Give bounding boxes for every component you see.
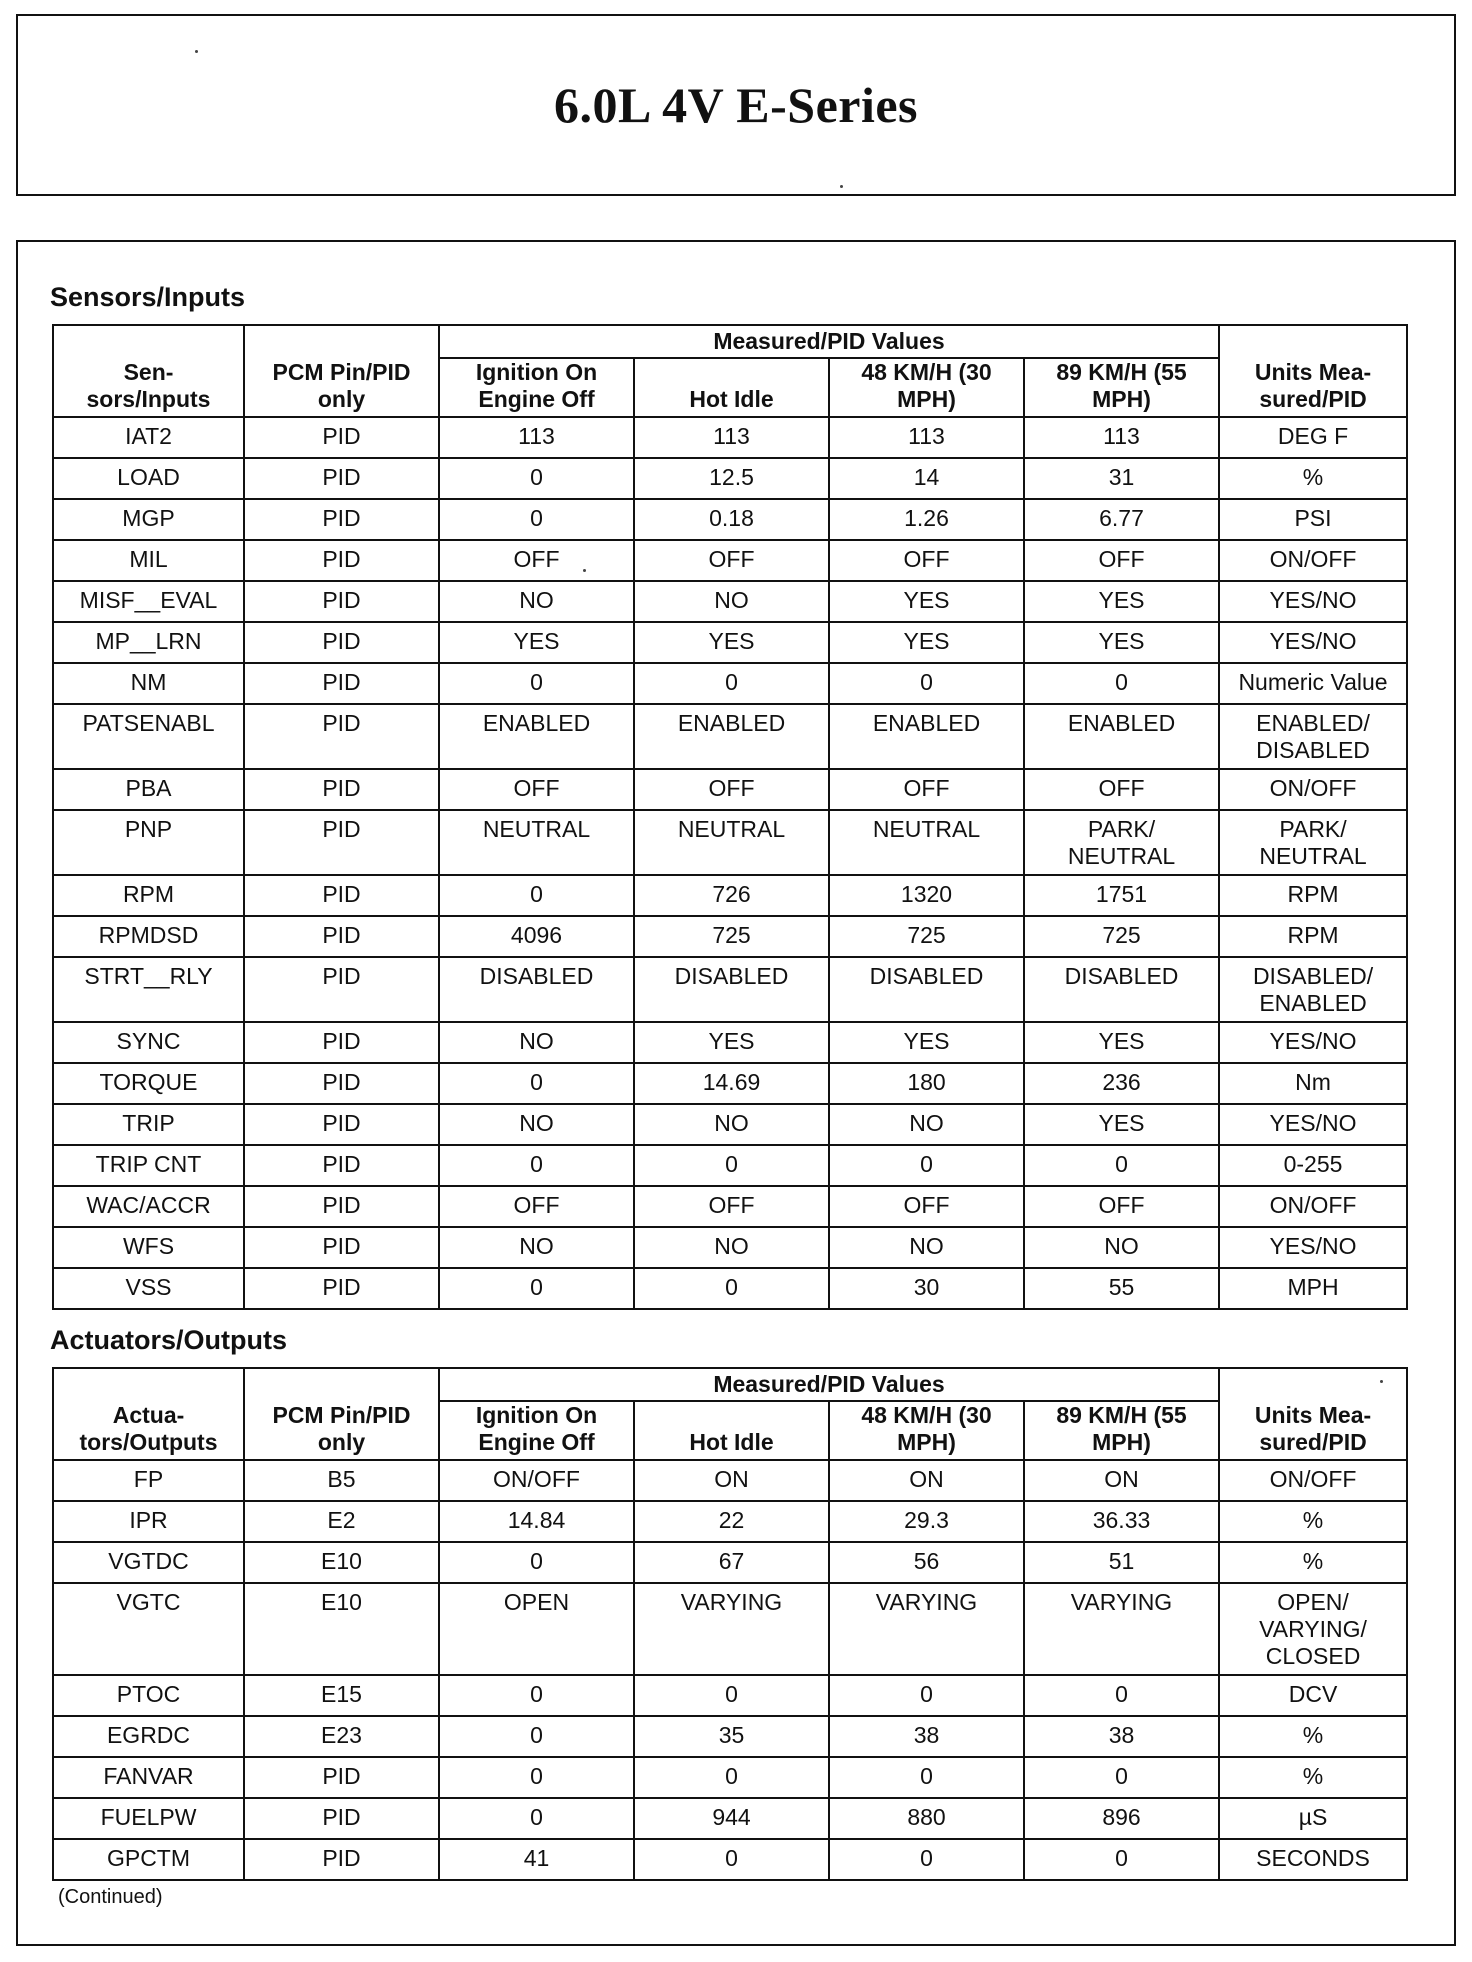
scan-speck <box>840 185 843 188</box>
cell-units: ON/OFF <box>1219 769 1407 810</box>
header-pcm-pin: PCM Pin/PID only <box>244 325 439 417</box>
cell-name: TRIP CNT <box>53 1145 244 1186</box>
cell-hot-idle: OFF <box>634 1186 829 1227</box>
cell-48kmh: 880 <box>829 1798 1024 1839</box>
cell-48kmh: ON <box>829 1460 1024 1501</box>
cell-units: YES/NO <box>1219 1022 1407 1063</box>
cell-units: % <box>1219 1542 1407 1583</box>
cell-pcm-pin: PID <box>244 1798 439 1839</box>
cell-pcm-pin: PID <box>244 704 439 769</box>
table-row <box>53 581 1407 622</box>
table-row <box>53 1460 1407 1501</box>
cell-name: TRIP <box>53 1104 244 1145</box>
cell-units: OPEN/ VARYING/ CLOSED <box>1219 1583 1407 1675</box>
cell-hot-idle: 0 <box>634 1839 829 1880</box>
cell-48kmh: 113 <box>829 417 1024 458</box>
table-row <box>53 957 1407 1022</box>
cell-ignition-on: OFF <box>439 1186 634 1227</box>
header-actuators-outputs: Actua- tors/Outputs <box>53 1368 244 1460</box>
cell-89kmh: YES <box>1024 622 1219 663</box>
cell-name: NM <box>53 663 244 704</box>
cell-name: IPR <box>53 1501 244 1542</box>
header-ignition-on: Ignition On Engine Off <box>439 1401 634 1460</box>
cell-pcm-pin: PID <box>244 417 439 458</box>
cell-units: RPM <box>1219 875 1407 916</box>
cell-name: FP <box>53 1460 244 1501</box>
cell-ignition-on: NO <box>439 1022 634 1063</box>
cell-hot-idle: 67 <box>634 1542 829 1583</box>
cell-89kmh: 31 <box>1024 458 1219 499</box>
cell-89kmh: 55 <box>1024 1268 1219 1309</box>
cell-ignition-on: 0 <box>439 663 634 704</box>
cell-hot-idle: YES <box>634 1022 829 1063</box>
cell-pcm-pin: PID <box>244 1145 439 1186</box>
cell-hot-idle: 22 <box>634 1501 829 1542</box>
table-row <box>53 704 1407 769</box>
cell-hot-idle: NO <box>634 581 829 622</box>
cell-ignition-on: NO <box>439 581 634 622</box>
cell-ignition-on: NEUTRAL <box>439 810 634 875</box>
cell-ignition-on: 0 <box>439 458 634 499</box>
cell-ignition-on: 0 <box>439 1675 634 1716</box>
cell-pcm-pin: E15 <box>244 1675 439 1716</box>
cell-pcm-pin: PID <box>244 1104 439 1145</box>
cell-ignition-on: 113 <box>439 417 634 458</box>
page-title: 6.0L 4V E-Series <box>553 77 919 133</box>
cell-name: STRT__RLY <box>53 957 244 1022</box>
continued-note: (Continued) <box>58 1886 163 1908</box>
cell-89kmh: ENABLED <box>1024 704 1219 769</box>
scan-speck <box>195 50 198 53</box>
cell-name: VGTC <box>53 1583 244 1675</box>
header-ignition-on: Ignition On Engine Off <box>439 358 634 417</box>
cell-pcm-pin: PID <box>244 663 439 704</box>
cell-48kmh: 14 <box>829 458 1024 499</box>
cell-48kmh: 30 <box>829 1268 1024 1309</box>
cell-ignition-on: ON/OFF <box>439 1460 634 1501</box>
cell-pcm-pin: PID <box>244 957 439 1022</box>
cell-ignition-on: 0 <box>439 1145 634 1186</box>
table-row <box>53 1757 1407 1798</box>
cell-name: VSS <box>53 1268 244 1309</box>
cell-name: SYNC <box>53 1022 244 1063</box>
cell-pcm-pin: PID <box>244 1268 439 1309</box>
cell-89kmh: 0 <box>1024 1675 1219 1716</box>
cell-pcm-pin: PID <box>244 1227 439 1268</box>
cell-name: PATSENABL <box>53 704 244 769</box>
cell-hot-idle: NEUTRAL <box>634 810 829 875</box>
table-row <box>53 540 1407 581</box>
cell-48kmh: 180 <box>829 1063 1024 1104</box>
sensors-table-body <box>53 417 1407 1309</box>
cell-hot-idle: ENABLED <box>634 704 829 769</box>
cell-hot-idle: VARYING <box>634 1583 829 1675</box>
header-hot-idle: Hot Idle <box>634 358 829 417</box>
cell-hot-idle: ON <box>634 1460 829 1501</box>
cell-units: YES/NO <box>1219 622 1407 663</box>
sensors-table <box>52 324 1408 1310</box>
table-row <box>53 1145 1407 1186</box>
cell-48kmh: 38 <box>829 1716 1024 1757</box>
cell-pcm-pin: PID <box>244 810 439 875</box>
header-48kmh: 48 KM/H (30 MPH) <box>829 358 1024 417</box>
header-48kmh: 48 KM/H (30 MPH) <box>829 1401 1024 1460</box>
cell-89kmh: 51 <box>1024 1542 1219 1583</box>
cell-48kmh: 725 <box>829 916 1024 957</box>
cell-units: MPH <box>1219 1268 1407 1309</box>
cell-name: MP__LRN <box>53 622 244 663</box>
cell-name: WFS <box>53 1227 244 1268</box>
scan-speck <box>583 569 586 572</box>
cell-hot-idle: DISABLED <box>634 957 829 1022</box>
cell-units: ON/OFF <box>1219 1460 1407 1501</box>
cell-89kmh: 1751 <box>1024 875 1219 916</box>
cell-ignition-on: ENABLED <box>439 704 634 769</box>
header-sensors-inputs: Sen- sors/Inputs <box>53 325 244 417</box>
cell-hot-idle: 0 <box>634 1675 829 1716</box>
scan-speck <box>1380 1380 1383 1383</box>
cell-hot-idle: OFF <box>634 769 829 810</box>
cell-units: PSI <box>1219 499 1407 540</box>
cell-units: ON/OFF <box>1219 540 1407 581</box>
cell-name: VGTDC <box>53 1542 244 1583</box>
cell-hot-idle: 113 <box>634 417 829 458</box>
cell-name: LOAD <box>53 458 244 499</box>
cell-48kmh: OFF <box>829 540 1024 581</box>
cell-units: YES/NO <box>1219 1104 1407 1145</box>
actuators-heading: Actuators/Outputs <box>50 1325 288 1355</box>
cell-89kmh: PARK/ NEUTRAL <box>1024 810 1219 875</box>
cell-name: FANVAR <box>53 1757 244 1798</box>
cell-pcm-pin: E10 <box>244 1583 439 1675</box>
cell-ignition-on: 0 <box>439 1757 634 1798</box>
cell-units: YES/NO <box>1219 1227 1407 1268</box>
cell-89kmh: 0 <box>1024 1757 1219 1798</box>
cell-48kmh: VARYING <box>829 1583 1024 1675</box>
cell-48kmh: 0 <box>829 1757 1024 1798</box>
table-row <box>53 417 1407 458</box>
cell-units: % <box>1219 458 1407 499</box>
actuators-table-body <box>53 1460 1407 1880</box>
cell-hot-idle: 0 <box>634 1145 829 1186</box>
cell-48kmh: 1320 <box>829 875 1024 916</box>
cell-hot-idle: 0.18 <box>634 499 829 540</box>
cell-89kmh: ON <box>1024 1460 1219 1501</box>
table-row <box>53 1542 1407 1583</box>
table-row <box>53 1501 1407 1542</box>
table-row <box>53 1268 1407 1309</box>
cell-hot-idle: 14.69 <box>634 1063 829 1104</box>
cell-pcm-pin: PID <box>244 769 439 810</box>
cell-hot-idle: OFF <box>634 540 829 581</box>
header-pcm-pin: PCM Pin/PID only <box>244 1368 439 1460</box>
header-89kmh: 89 KM/H (55 MPH) <box>1024 1401 1219 1460</box>
cell-pcm-pin: PID <box>244 458 439 499</box>
cell-48kmh: NO <box>829 1104 1024 1145</box>
cell-hot-idle: 944 <box>634 1798 829 1839</box>
cell-48kmh: YES <box>829 581 1024 622</box>
cell-name: RPM <box>53 875 244 916</box>
cell-units: Numeric Value <box>1219 663 1407 704</box>
cell-ignition-on: 0 <box>439 875 634 916</box>
cell-ignition-on: OFF <box>439 540 634 581</box>
cell-name: MGP <box>53 499 244 540</box>
cell-name: FUELPW <box>53 1798 244 1839</box>
cell-48kmh: DISABLED <box>829 957 1024 1022</box>
cell-89kmh: 38 <box>1024 1716 1219 1757</box>
table-row <box>53 499 1407 540</box>
cell-89kmh: OFF <box>1024 769 1219 810</box>
cell-89kmh: 113 <box>1024 417 1219 458</box>
cell-pcm-pin: PID <box>244 1063 439 1104</box>
cell-pcm-pin: PID <box>244 622 439 663</box>
cell-89kmh: VARYING <box>1024 1583 1219 1675</box>
main-content-box <box>16 240 1456 1946</box>
cell-hot-idle: 725 <box>634 916 829 957</box>
cell-pcm-pin: PID <box>244 916 439 957</box>
cell-name: WAC/ACCR <box>53 1186 244 1227</box>
cell-ignition-on: 41 <box>439 1839 634 1880</box>
cell-48kmh: NO <box>829 1227 1024 1268</box>
cell-ignition-on: 0 <box>439 1542 634 1583</box>
cell-ignition-on: NO <box>439 1227 634 1268</box>
cell-pcm-pin: PID <box>244 540 439 581</box>
cell-48kmh: 0 <box>829 1675 1024 1716</box>
cell-ignition-on: OFF <box>439 769 634 810</box>
cell-89kmh: 0 <box>1024 1839 1219 1880</box>
cell-name: GPCTM <box>53 1839 244 1880</box>
cell-ignition-on: 0 <box>439 499 634 540</box>
cell-48kmh: 56 <box>829 1542 1024 1583</box>
cell-units: SECONDS <box>1219 1839 1407 1880</box>
cell-pcm-pin: PID <box>244 1839 439 1880</box>
cell-89kmh: DISABLED <box>1024 957 1219 1022</box>
table-row <box>53 663 1407 704</box>
cell-ignition-on: 0 <box>439 1268 634 1309</box>
cell-ignition-on: 4096 <box>439 916 634 957</box>
cell-hot-idle: 35 <box>634 1716 829 1757</box>
cell-hot-idle: 0 <box>634 663 829 704</box>
actuators-table <box>52 1367 1408 1881</box>
cell-48kmh: 29.3 <box>829 1501 1024 1542</box>
table-row <box>53 1104 1407 1145</box>
cell-pcm-pin: E10 <box>244 1542 439 1583</box>
cell-name: TORQUE <box>53 1063 244 1104</box>
table-row <box>53 1583 1407 1675</box>
cell-89kmh: 725 <box>1024 916 1219 957</box>
cell-name: EGRDC <box>53 1716 244 1757</box>
table-row <box>53 916 1407 957</box>
sensors-heading: Sensors/Inputs <box>50 282 246 312</box>
cell-48kmh: OFF <box>829 1186 1024 1227</box>
table-row <box>53 810 1407 875</box>
cell-units: PARK/ NEUTRAL <box>1219 810 1407 875</box>
table-row <box>53 458 1407 499</box>
cell-89kmh: NO <box>1024 1227 1219 1268</box>
cell-hot-idle: NO <box>634 1104 829 1145</box>
cell-pcm-pin: PID <box>244 1022 439 1063</box>
cell-units: % <box>1219 1501 1407 1542</box>
cell-ignition-on: DISABLED <box>439 957 634 1022</box>
cell-units: RPM <box>1219 916 1407 957</box>
cell-hot-idle: 12.5 <box>634 458 829 499</box>
header-measured-values: Measured/PID Values <box>439 1368 1219 1401</box>
header-89kmh: 89 KM/H (55 MPH) <box>1024 358 1219 417</box>
table-row <box>53 1186 1407 1227</box>
header-units: Units Mea- sured/PID <box>1219 1368 1407 1460</box>
cell-name: PBA <box>53 769 244 810</box>
cell-units: Nm <box>1219 1063 1407 1104</box>
cell-pcm-pin: E23 <box>244 1716 439 1757</box>
cell-89kmh: OFF <box>1024 1186 1219 1227</box>
cell-units: % <box>1219 1716 1407 1757</box>
cell-ignition-on: 0 <box>439 1063 634 1104</box>
cell-89kmh: 0 <box>1024 1145 1219 1186</box>
cell-units: DEG F <box>1219 417 1407 458</box>
cell-pcm-pin: PID <box>244 499 439 540</box>
cell-hot-idle: NO <box>634 1227 829 1268</box>
cell-name: RPMDSD <box>53 916 244 957</box>
cell-ignition-on: OPEN <box>439 1583 634 1675</box>
cell-name: PTOC <box>53 1675 244 1716</box>
table-row <box>53 1798 1407 1839</box>
cell-units: % <box>1219 1757 1407 1798</box>
cell-89kmh: 236 <box>1024 1063 1219 1104</box>
table-row <box>53 1063 1407 1104</box>
cell-units: YES/NO <box>1219 581 1407 622</box>
cell-48kmh: 0 <box>829 1145 1024 1186</box>
table-row <box>53 622 1407 663</box>
cell-ignition-on: 14.84 <box>439 1501 634 1542</box>
cell-89kmh: YES <box>1024 581 1219 622</box>
cell-pcm-pin: B5 <box>244 1460 439 1501</box>
cell-ignition-on: NO <box>439 1104 634 1145</box>
cell-pcm-pin: PID <box>244 1186 439 1227</box>
cell-pcm-pin: E2 <box>244 1501 439 1542</box>
cell-48kmh: YES <box>829 1022 1024 1063</box>
cell-48kmh: 0 <box>829 1839 1024 1880</box>
cell-name: PNP <box>53 810 244 875</box>
cell-89kmh: 0 <box>1024 663 1219 704</box>
cell-units: µS <box>1219 1798 1407 1839</box>
table-row <box>53 875 1407 916</box>
cell-89kmh: YES <box>1024 1022 1219 1063</box>
cell-89kmh: 896 <box>1024 1798 1219 1839</box>
cell-units: 0-255 <box>1219 1145 1407 1186</box>
cell-89kmh: YES <box>1024 1104 1219 1145</box>
table-row <box>53 1839 1407 1880</box>
header-units: Units Mea- sured/PID <box>1219 325 1407 417</box>
table-row <box>53 1716 1407 1757</box>
cell-name: MIL <box>53 540 244 581</box>
cell-hot-idle: YES <box>634 622 829 663</box>
cell-units: DCV <box>1219 1675 1407 1716</box>
cell-name: IAT2 <box>53 417 244 458</box>
header-hot-idle: Hot Idle <box>634 1401 829 1460</box>
cell-ignition-on: 0 <box>439 1798 634 1839</box>
cell-48kmh: 0 <box>829 663 1024 704</box>
title-box <box>16 14 1456 196</box>
cell-89kmh: OFF <box>1024 540 1219 581</box>
cell-48kmh: NEUTRAL <box>829 810 1024 875</box>
cell-48kmh: 1.26 <box>829 499 1024 540</box>
header-measured-values: Measured/PID Values <box>439 325 1219 358</box>
cell-name: MISF__EVAL <box>53 581 244 622</box>
cell-89kmh: 36.33 <box>1024 1501 1219 1542</box>
cell-48kmh: OFF <box>829 769 1024 810</box>
table-row <box>53 1675 1407 1716</box>
table-row <box>53 1022 1407 1063</box>
cell-89kmh: 6.77 <box>1024 499 1219 540</box>
cell-48kmh: ENABLED <box>829 704 1024 769</box>
cell-ignition-on: YES <box>439 622 634 663</box>
cell-hot-idle: 0 <box>634 1268 829 1309</box>
cell-hot-idle: 726 <box>634 875 829 916</box>
table-row <box>53 1227 1407 1268</box>
cell-pcm-pin: PID <box>244 875 439 916</box>
cell-hot-idle: 0 <box>634 1757 829 1798</box>
cell-48kmh: YES <box>829 622 1024 663</box>
cell-units: ON/OFF <box>1219 1186 1407 1227</box>
cell-units: DISABLED/ ENABLED <box>1219 957 1407 1022</box>
cell-units: ENABLED/ DISABLED <box>1219 704 1407 769</box>
table-row <box>53 769 1407 810</box>
cell-pcm-pin: PID <box>244 581 439 622</box>
cell-pcm-pin: PID <box>244 1757 439 1798</box>
cell-ignition-on: 0 <box>439 1716 634 1757</box>
